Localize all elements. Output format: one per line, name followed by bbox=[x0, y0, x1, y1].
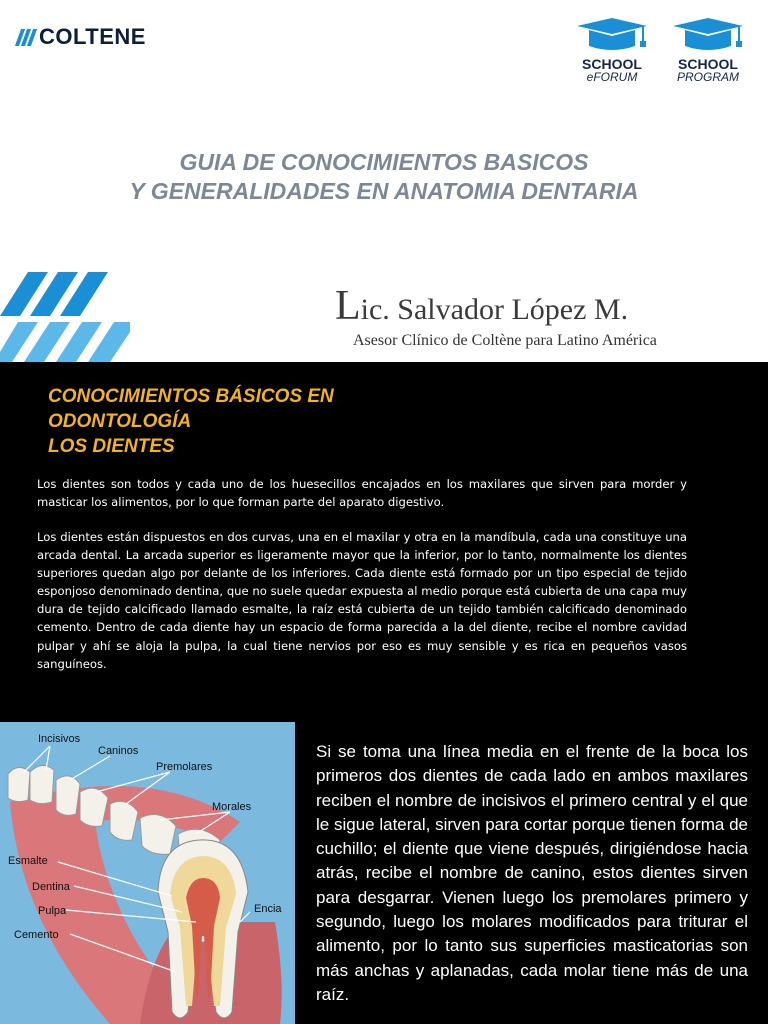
teeth-anatomy-diagram bbox=[0, 722, 295, 1024]
school-eforum-line2: eFORUM bbox=[586, 70, 638, 84]
label-cemento: Cemento bbox=[14, 929, 59, 941]
label-encia: Encia bbox=[254, 903, 282, 915]
section-heading-line2: ODONTOLOGÍA bbox=[48, 411, 192, 432]
school-eforum-line1: SCHOOL bbox=[582, 56, 642, 72]
section-heading bbox=[48, 384, 334, 459]
label-esmalte: Esmalte bbox=[8, 855, 48, 867]
section-heading-line3: LOS DIENTES bbox=[48, 436, 175, 457]
paragraph-structure: Los dientes están dispuestos en dos curvas, una en el maxilar y otra en la mandíbula, cada una constituye una arcada dental. La arcada superior es ligeramente mayor que la inferior, por lo tanto, normalmente los dientes superiores quedan algo por delante de los inferiores. Cada diente está formado por un tipo especial de tejido esponjoso denominado dentina, que no suele quedar expuesta al medio porque está cubierta de una capa muy dura de tejido calcificado llamado esmalte, la raíz está cubierta de un tejido también calcificado denominado cemento. Dentro de cada diente hay un espacio de forma parecida a la del diente, recibe el nombre cavidad pulpar y ahí se aloja la pulpa, la cual tiene nervios por eso es muy sensible y es rica en pequeños vasos sanguíneos. bbox=[37, 530, 687, 671]
label-incisivos: Incisivos bbox=[38, 733, 81, 745]
author-initial: L bbox=[335, 283, 361, 329]
coltene-stripes-decoration bbox=[0, 272, 130, 362]
graduation-cap-icon bbox=[669, 16, 747, 56]
paragraph-intro: Los dientes son todos y cada uno de los huesecillos encajados en los maxilares que sirven para morder y masticar los alimentos, por lo que forman parte del aparato digestivo. bbox=[37, 477, 687, 510]
label-caninos: Caninos bbox=[98, 745, 139, 757]
coltene-logo bbox=[18, 24, 146, 50]
page-header bbox=[0, 0, 768, 362]
author-name-rest: ic. Salvador López M. bbox=[360, 293, 629, 326]
label-dentina: Dentina bbox=[32, 881, 70, 893]
title-line-1: GUIA DE CONOCIMIENTOS BASICOS bbox=[179, 149, 589, 175]
label-premolares: Premolares bbox=[156, 761, 213, 773]
coltene-logo-mark bbox=[18, 29, 34, 46]
school-program-logo bbox=[668, 16, 748, 83]
graduation-cap-icon bbox=[573, 16, 651, 56]
school-program-line1: SCHOOL bbox=[678, 56, 738, 72]
title-line-2: Y GENERALIDADES EN ANATOMIA DENTARIA bbox=[129, 178, 639, 204]
section-heading-line1: CONOCIMIENTOS BÁSICOS EN bbox=[48, 386, 334, 407]
school-program-line2: PROGRAM bbox=[676, 70, 739, 84]
label-morales: Morales bbox=[212, 801, 252, 813]
brand-name: COLTENE bbox=[39, 24, 146, 49]
document-title bbox=[0, 148, 768, 206]
paragraph-teeth-types: Si se toma una línea media en el frente de la boca los primeros dos dientes de cada lado en ambos maxilares reciben el nombre de incisivos el primero central y el que le sigue lateral, sirven para cortar porque tienen forma de cuchillo; el diente que viene después, dirigiéndose hacia atrás, recibe el nombre de canino, estos dientes sirven para desgarrar. Vienen luego los premolares primero y segundo, luego los molares modificados para triturar el alimento, por lo tanto sus superficies masticatorias son más anchas y aplanadas, cada molar tiene más de una raíz. bbox=[316, 742, 748, 1004]
author-name bbox=[335, 282, 628, 330]
label-pulpa: Pulpa bbox=[38, 905, 67, 917]
school-eforum-logo bbox=[572, 16, 652, 83]
author-role: Asesor Clínico de Coltène para Latino América bbox=[353, 332, 657, 349]
